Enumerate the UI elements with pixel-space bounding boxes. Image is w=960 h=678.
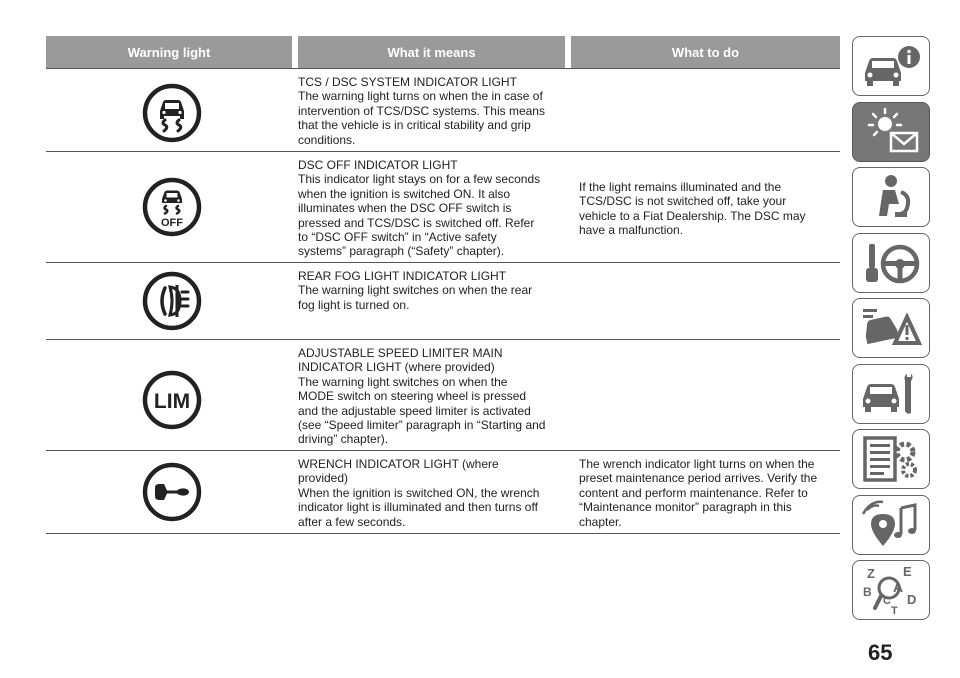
icon-cell: [46, 69, 298, 151]
todo-line: TCS/DSC is not switched off, take your: [579, 194, 787, 209]
meaning-line: The warning light turns on when the in case of: [298, 89, 543, 104]
seat-airbag-icon: [859, 172, 923, 222]
meaning-line: (see “Speed limiter” paragraph in “Starting and: [298, 418, 546, 433]
meaning-line: to “DSC OFF switch” in “Active safety: [298, 230, 497, 245]
tab-warning-lights-messages[interactable]: [852, 102, 930, 162]
table-row: [46, 450, 840, 534]
meaning-line: driving” chapter).: [298, 432, 389, 447]
index-letter: T: [891, 605, 898, 616]
index-letter: E: [903, 564, 912, 579]
todo-line: content and perform maintenance. Refer to: [579, 485, 808, 500]
meaning-line: The warning light switches on when the: [298, 374, 508, 389]
todo-line: chapter.: [579, 514, 622, 529]
meaning-cell: [298, 69, 565, 151]
todo-line: The wrench indicator light turns on when the: [579, 457, 815, 471]
meaning-line: after a few seconds.: [298, 514, 406, 529]
tab-car-maintenance[interactable]: [852, 364, 930, 424]
meaning-line: ADJUSTABLE SPEED LIMITER MAIN: [298, 346, 503, 360]
tab-car-emergency[interactable]: [852, 298, 930, 358]
todo-cell: [565, 340, 840, 450]
header-warning-light: Warning light: [46, 36, 292, 68]
todo-line: “Maintenance monitor” paragraph in this: [579, 500, 792, 515]
meaning-line: INDICATOR LIGHT (where provided): [298, 360, 495, 375]
icon-cell: [46, 451, 298, 533]
meaning-line: that the vehicle is in critical stability and grip: [298, 118, 531, 133]
index-letter: C: [883, 595, 891, 607]
meaning-line: illuminates when the DSC OFF switch is: [298, 201, 512, 216]
table-row: [46, 262, 840, 339]
meaning-cell: [298, 263, 565, 339]
multimedia-icon: [859, 500, 923, 550]
meaning-line: MODE switch on steering wheel is pressed: [298, 389, 527, 404]
todo-line: have a malfunction.: [579, 223, 684, 238]
tab-car-info[interactable]: [852, 36, 930, 96]
page-number: 65: [868, 640, 893, 665]
todo-cell: [565, 69, 840, 151]
index-letter: A: [893, 579, 904, 595]
meaning-line: systems” paragraph (“Safety” chapter).: [298, 244, 505, 259]
tab-technical-data[interactable]: [852, 429, 930, 489]
table-row: [46, 151, 840, 262]
todo-cell: [565, 152, 840, 262]
tab-index[interactable]: [852, 560, 930, 620]
meaning-line: DSC OFF INDICATOR LIGHT: [298, 158, 458, 172]
meaning-line: The warning light switches on when the rear: [298, 283, 533, 298]
icon-cell: [46, 263, 298, 339]
speed-limiter-icon-label: LIM: [153, 390, 191, 413]
meaning-cell: [298, 152, 565, 262]
todo-line: vehicle to a Fiat Dealership. The DSC may: [579, 208, 806, 223]
dsc-off-icon: [141, 176, 203, 238]
meaning-line: REAR FOG LIGHT INDICATOR LIGHT: [298, 269, 507, 283]
key-steering-wheel-icon: [859, 238, 923, 288]
todo-line: preset maintenance period arrives. Verify the: [579, 471, 818, 486]
car-info-icon: [859, 43, 923, 89]
dsc-off-icon-label: OFF: [161, 217, 183, 229]
index-letter: D: [907, 592, 917, 607]
tcs-dsc-icon: [141, 82, 203, 144]
chapter-tabs: [852, 36, 932, 626]
meaning-line: fog light is turned on.: [298, 297, 410, 312]
warning-lights-table: [46, 36, 840, 534]
icon-cell: [46, 340, 298, 450]
table-header: [46, 36, 840, 68]
tab-multimedia[interactable]: [852, 495, 930, 555]
technical-data-icon: [859, 434, 923, 484]
header-what-to-do: What to do: [571, 36, 840, 68]
meaning-cell: [298, 340, 565, 450]
meaning-line: provided): [298, 471, 349, 486]
todo-line: If the light remains illuminated and the: [579, 180, 782, 194]
table-row: [46, 68, 840, 151]
rear-fog-light-icon: [141, 270, 203, 332]
meaning-line: TCS / DSC SYSTEM INDICATOR LIGHT: [298, 75, 517, 89]
meaning-line: intervention of TCS/DSC systems. This means: [298, 103, 545, 118]
todo-cell: [565, 263, 840, 339]
meaning-line: indicator light is illuminated and then turns off: [298, 500, 538, 515]
meaning-line: pressed and TCS/DSC is switched off. Refer: [298, 215, 535, 230]
index-letter: Z: [867, 566, 875, 581]
car-emergency-icon: [859, 303, 923, 353]
tab-seat-airbag[interactable]: [852, 167, 930, 227]
speed-limiter-icon: [141, 369, 203, 431]
icon-cell: [46, 152, 298, 262]
tab-key-steering-wheel[interactable]: [852, 233, 930, 293]
meaning-line: and the adjustable speed limiter is activated: [298, 403, 531, 418]
meaning-line: When the ignition is switched ON, the wrench: [298, 485, 540, 500]
meaning-line: This indicator light stays on for a few seconds: [298, 172, 541, 187]
todo-cell: [565, 451, 840, 533]
index-search-icon: [859, 564, 923, 616]
meaning-cell: [298, 451, 565, 533]
table-row: [46, 339, 840, 450]
meaning-line: WRENCH INDICATOR LIGHT (where: [298, 457, 499, 471]
index-letter: B: [863, 585, 872, 599]
car-maintenance-icon: [859, 369, 923, 419]
meaning-line: when the ignition is switched ON. It also: [298, 186, 511, 201]
meaning-line: conditions.: [298, 132, 356, 147]
warning-lights-messages-icon: [859, 107, 923, 157]
header-what-it-means: What it means: [298, 36, 565, 68]
wrench-icon: [141, 461, 203, 523]
